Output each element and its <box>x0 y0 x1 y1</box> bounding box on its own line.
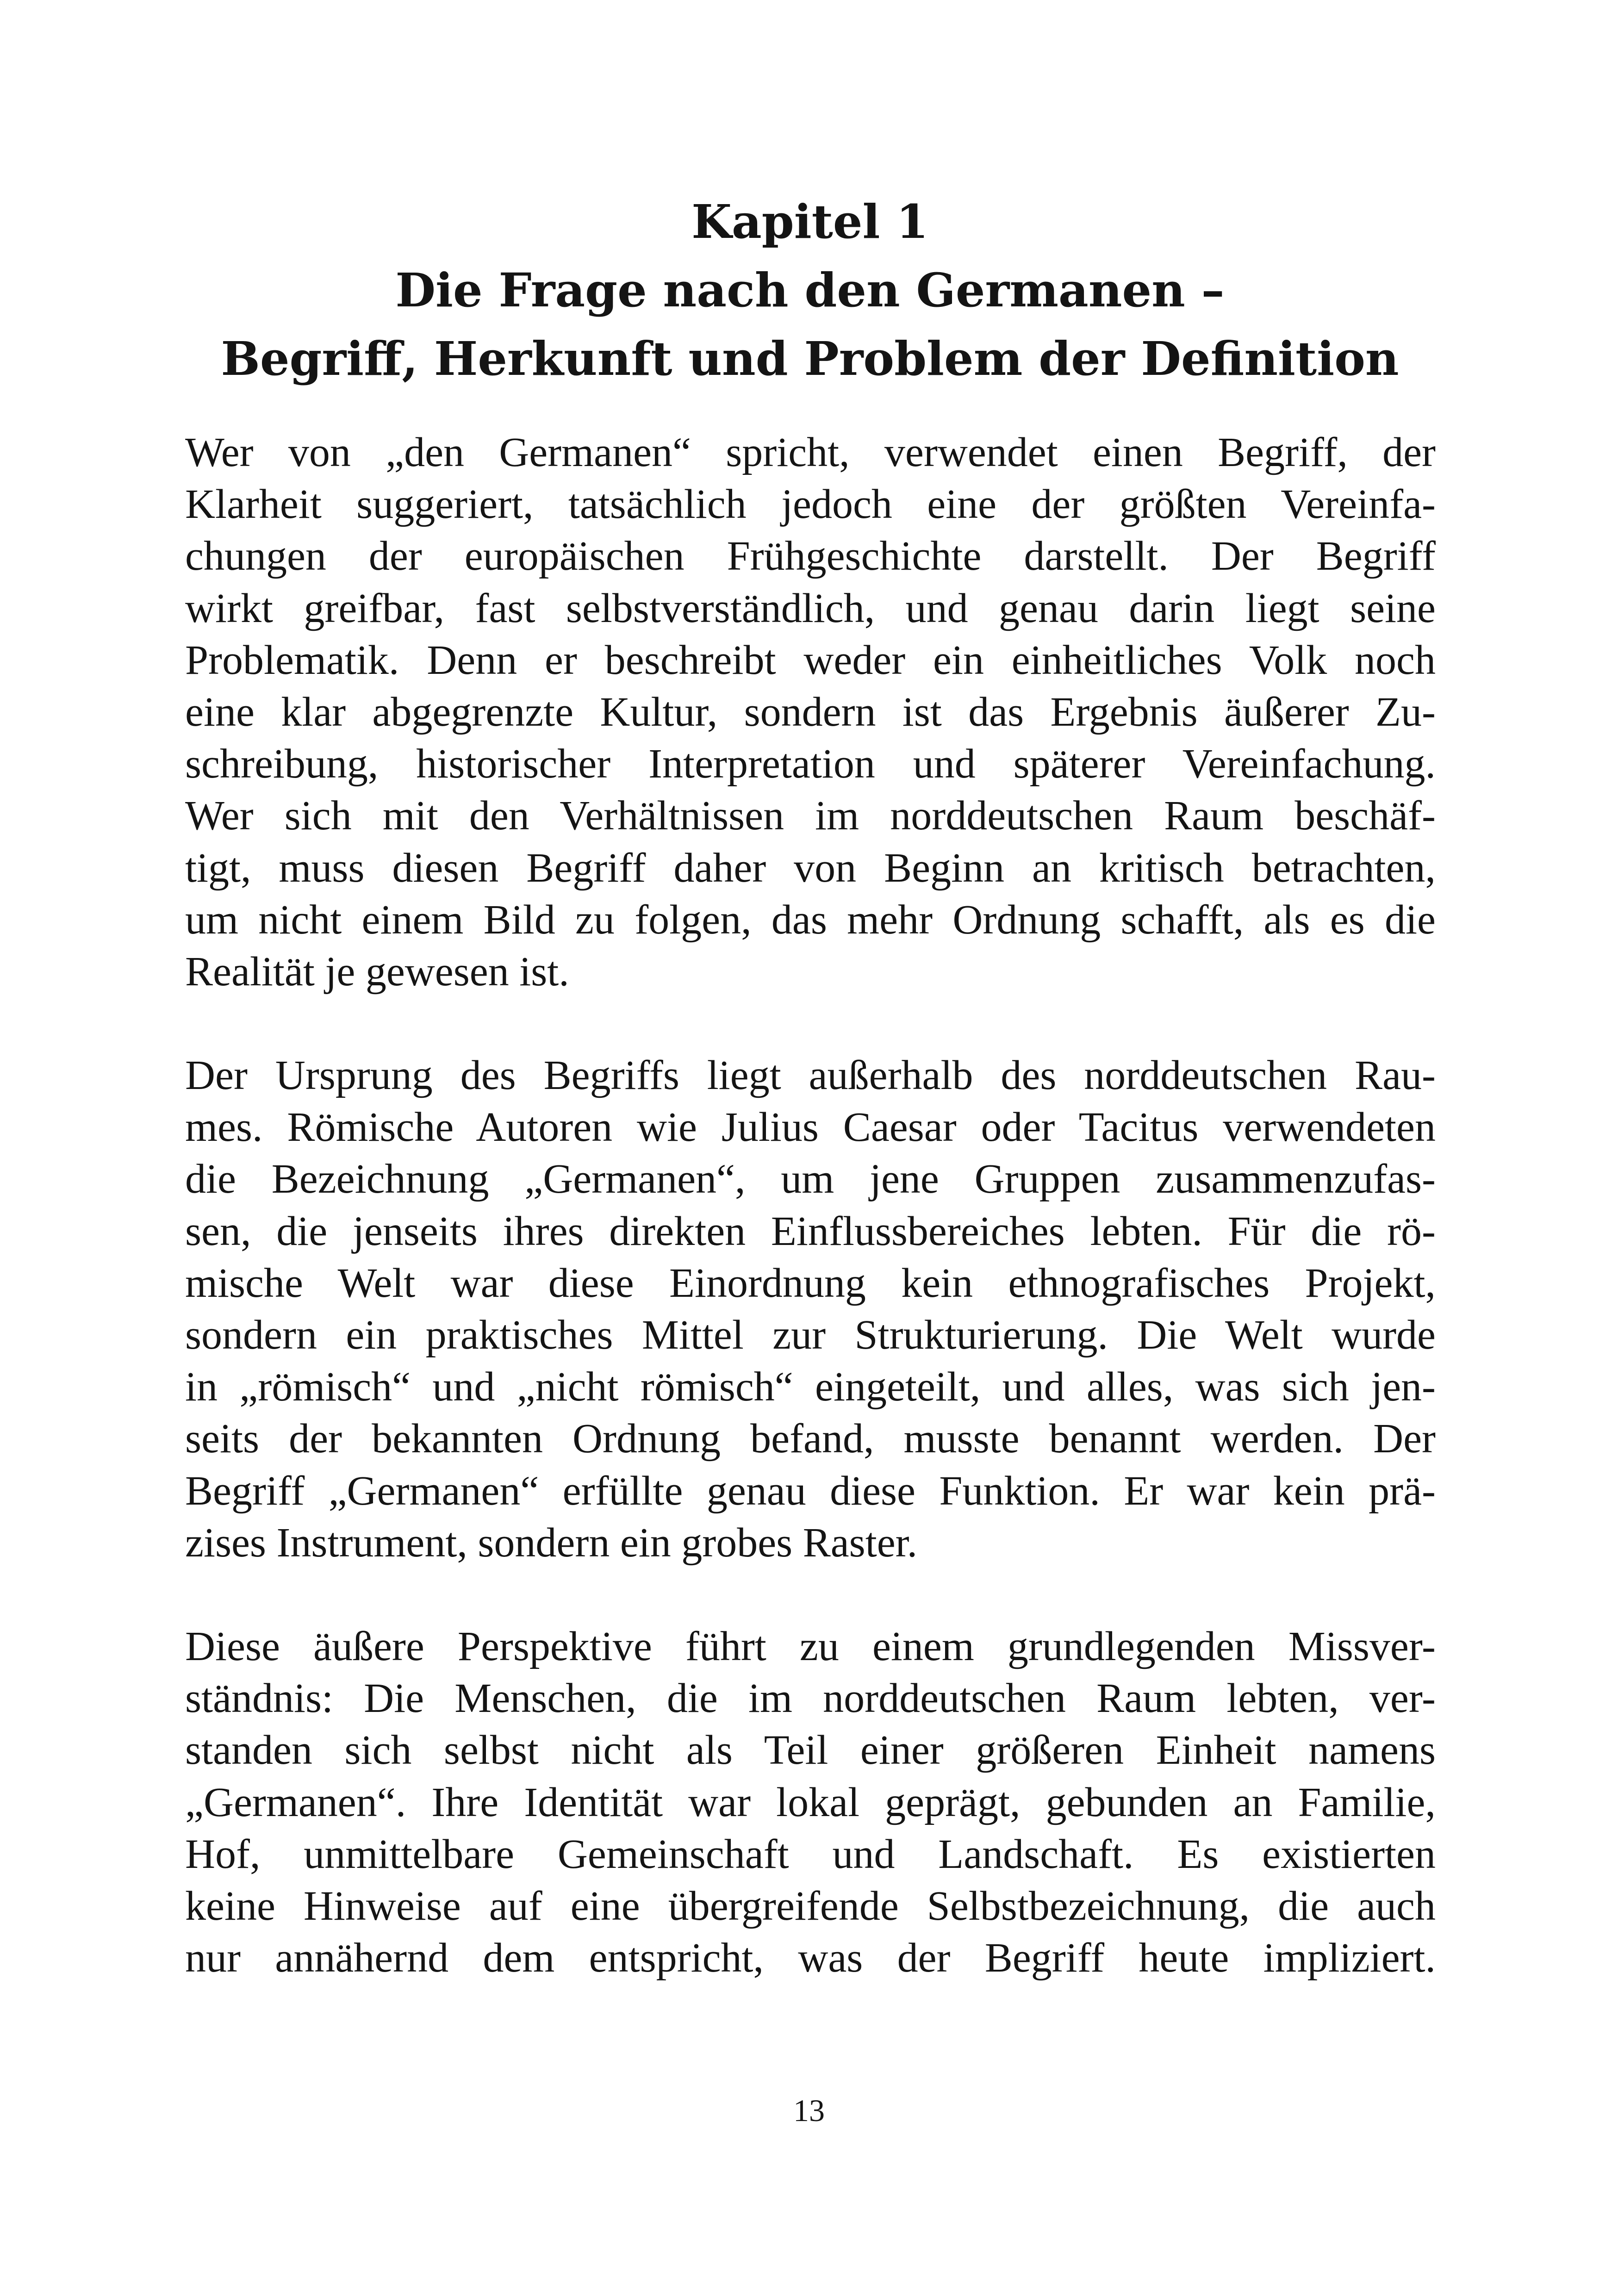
chapter-subtitle: Begriff, Herkunft und Problem der Definition <box>221 331 1399 386</box>
text-line: Der Ursprung des Begriffs liegt außerhalb des norddeutschen Rau- <box>185 1052 1436 1099</box>
text-line: tigt, muss diesen Begriff daher von Beginn an kritisch betrachten, <box>185 845 1436 891</box>
text-line: standen sich selbst nicht als Teil einer größeren Einheit namens <box>185 1727 1436 1773</box>
paragraph-2 <box>185 1050 1436 1569</box>
text-line: schreibung, historischer Interpretation und späterer Vereinfachung. <box>185 741 1436 787</box>
paragraph-3 <box>185 1621 1436 1984</box>
text-line: Realität je gewesen ist. <box>185 948 569 995</box>
text-line: wirkt greifbar, fast selbstverständlich, und genau darin liegt seine <box>185 585 1436 631</box>
text-line: Wer sich mit den Verhältnissen im norddeutschen Raum beschäf- <box>185 793 1436 839</box>
chapter-title: Die Frage nach den Germanen – <box>395 263 1225 317</box>
text-line: zises Instrument, sondern ein grobes Raster. <box>185 1519 918 1566</box>
paragraph-1 <box>185 427 1436 998</box>
text-line: sondern ein praktisches Mittel zur Strukturierung. Die Welt wurde <box>185 1312 1436 1358</box>
text-line: keine Hinweise auf eine übergreifende Selbstbezeichnung, die auch <box>185 1883 1436 1929</box>
text-line: Klarheit suggeriert, tatsächlich jedoch eine der größten Vereinfa- <box>185 481 1436 528</box>
chapter-heading <box>185 187 1435 393</box>
text-line: seits der bekannten Ordnung befand, musste benannt werden. Der <box>185 1416 1436 1462</box>
page-number: 13 <box>793 2093 825 2128</box>
chapter-number: Kapitel 1 <box>691 194 928 249</box>
text-line: Problematik. Denn er beschreibt weder ein einheitliches Volk noch <box>185 637 1436 683</box>
text-line: Wer von „den Germanen“ spricht, verwendet einen Begriff, der <box>185 429 1436 475</box>
text-line: Diese äußere Perspektive führt zu einem grundlegenden Missver- <box>185 1623 1436 1669</box>
text-line: mes. Römische Autoren wie Julius Caesar oder Tacitus verwendeten <box>185 1104 1436 1151</box>
text-line: eine klar abgegrenzte Kultur, sondern ist das Ergebnis äußerer Zu- <box>185 689 1436 735</box>
text-line: die Bezeichnung „Germanen“, um jene Gruppen zusammenzufas- <box>185 1156 1436 1202</box>
text-line: mische Welt war diese Einordnung kein ethnografisches Projekt, <box>185 1260 1436 1306</box>
text-line: um nicht einem Bild zu folgen, das mehr Ordnung schafft, als es die <box>185 896 1436 943</box>
text-line: chungen der europäischen Frühgeschichte darstellt. Der Begriff <box>185 533 1436 579</box>
text-line: sen, die jenseits ihres direkten Einflussbereiches lebten. Für die rö- <box>185 1208 1436 1254</box>
text-line: nur annähernd dem entspricht, was der Begriff heute impliziert. <box>185 1935 1436 1981</box>
text-line: „Germanen“. Ihre Identität war lokal geprägt, gebunden an Familie, <box>185 1779 1436 1825</box>
text-line: in „römisch“ und „nicht römisch“ eingeteilt, und alles, was sich jen- <box>185 1364 1436 1410</box>
text-line: Begriff „Germanen“ erfüllte genau diese Funktion. Er war kein prä- <box>185 1468 1436 1514</box>
text-line: ständnis: Die Menschen, die im norddeutschen Raum lebten, ver- <box>185 1675 1436 1722</box>
text-line: Hof, unmittelbare Gemeinschaft und Landschaft. Es existierten <box>185 1831 1436 1877</box>
body-text <box>185 427 1436 2036</box>
